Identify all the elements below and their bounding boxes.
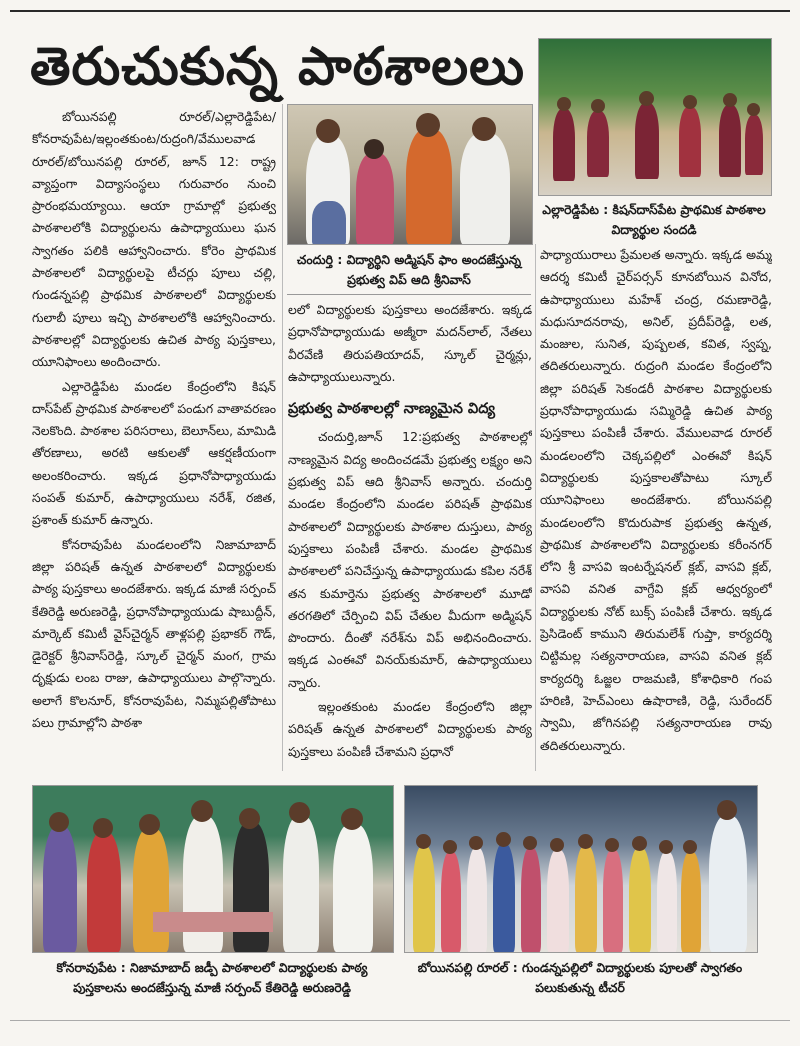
- column-divider: [282, 104, 283, 771]
- photo-admission-form-handover: [287, 104, 533, 245]
- article-paragraph: కోనరావుపేట మండలంలోని నిజామాబాద్ జిల్లా పరిషత్ ఉన్నత పాఠశాలలో విద్యార్థులకు పాఠ్య పుస్తకాలు అందజేశారు. ఇక్కడ మాజీ సర్పంచ్ కేతిరెడ్డి అరుణరెడ్డి, ప్రధానోపాధ్యాయుడు షాబుద్దీన్, మార్కెట్ కమిటీ వైస్‌చైర్మన్ తాళ్లపల్లి ప్రభాకర్ గౌడ్, డైరెక్టర్ శ్రీనివాస్‌రెడ్డి, స్కూల్ చైర్మన్ మంగ, గ్రామ దృక్షుడు లంబ రాజు, ఉపాధ్యాయులు పాల్గొన్నారు. అలాగే కొలనూర్, కోనరావుపేట, నిమ్మపల్లితోపాటు పలు గ్రామాల్లోని పాఠశా: [32, 536, 276, 731]
- article-paragraph: బోయినపల్లి రూరల్/ఎల్లారెడ్డిపేట/కోనరావుపేట/ఇల్లంతకుంట/రుద్రంగి/వేములవాడ రూరల్/బోయినపల్లి రూరల్, జూన్ 12: రాష్ట్ర వ్యాప్తంగా విద్యాసంస్థలు గురువారం నుంచి ప్రారంభమయ్యాయి. ఆయా గ్రామాల్లో ప్రభుత్వ పాఠశాలలోకి విద్యార్థులను ఉపాధ్యాయులు ఘన స్వాగతం పలికి ఆహ్వానించారు. కోరెం ప్రాథమిక పాఠశాలలో విద్యార్థులపై టీచర్లు పూలు చల్లి, గుండన్నపల్లి ప్రాథమిక పాఠశాలలో విద్యార్థులకు గులాబీ పూలు ఇచ్చి పాఠశాలలోకి ఆహ్వానించారు. పాఠశాలల్లో విద్యార్థులకు ఉచిత పాఠ్య పుస్తకాలు, యూనిఫాంలు అందించారు.: [32, 109, 276, 370]
- photo4-caption: బోయినపల్లి రూరల్ : గుండన్నపల్లిలో విద్యార్థులకు పూలతో స్వాగతం పలుకుతున్న టీచర్: [417, 960, 743, 995]
- article-paragraph: చందుర్తి,జూన్ 12:ప్రభుత్వ పాఠశాలల్లో నాణ్యమైన విద్య అందించడమే ప్రభుత్వ లక్ష్యం అని ప్రభుత్వ విప్ ఆది శ్రీనివాస్ అన్నారు. చందుర్తి మండల కేంద్రంలోని మండల పరిషత్ ప్రాథమిక పాఠశాలలో విద్యార్థులకు పాఠశాల దుస్తులు, పాఠ్య పుస్తకాలు పంపిణీ చేశారు. మండల ప్రాథమిక పాఠశాలలో పనిచేస్తున్న ఉపాధ్యాయుడు కపిల నరేశ్ తన కుమార్తెను ప్రభుత్వ పాఠశాలలో మూడో తరగతిలో చేర్పించి విప్ చేతుల మీదుగా అడ్మిషన్ పొందారు. దీంతో నరేశ్‌ను విప్ అభినందించారు. ఇక్కడ ఎంఈవో వినయ్‌కుమార్, ఉపాధ్యాయులు న్నారు.: [288, 429, 532, 690]
- article-column-1: [32, 106, 276, 771]
- article-column-2: [288, 299, 532, 771]
- photo-flower-welcome: [404, 785, 758, 953]
- bottom-rule: [10, 1020, 790, 1021]
- article-paragraph: ఇల్లంతకుంట మండల కేంద్రంలోని జిల్లా పరిషత్ ఉన్నత పాఠశాలలో విద్యార్థులకు పాఠ్య పుస్తకాలు పంపిణీ చేశామని ప్రధానో: [288, 699, 532, 759]
- photo-textbook-distribution: [32, 785, 394, 953]
- column-divider: [535, 244, 536, 771]
- photo3-caption: కోనరావుపేట : నిజామాబాద్ జడ్పీ పాఠశాలలో విద్యార్థులకు పాఠ్య పుస్తకాలను అందజేస్తున్న మాజీ సర్పంచ్ కేతిరెడ్డి అరుణరెడ్డి: [56, 960, 368, 995]
- article-paragraph: ఎల్లారెడ్డిపేట మండల కేంద్రంలోని కిషన్ దాస్‌పేట్ ప్రాథమిక పాఠశాలలో పండుగ వాతావరణం నెలకొంది. పాఠశాల పరిసరాలు, బెలూన్‌లు, మామిడి తోరణాలు, అరటి ఆకులతో ఆకర్షణీయంగా అలంకరించారు. ఇక్కడ ప్రధానోపాధ్యాయుడు సంపత్ కుమార్, ఉపాధ్యాయులు నరేశ్, రజిత, ప్రశాంత్ కుమార్ ఉన్నారు.: [32, 378, 276, 528]
- article-paragraph: పాధ్యాయురాలు ప్రేమలత అన్నారు. ఇక్కడ అమ్మ ఆదర్శ కమిటీ చైర్‌పర్సన్ కూనబోయిన వినోద, ఉపాధ్యాయులు మహేశ్ చంద్ర, రమణారెడ్డి, మధుసూదనరావు, అనిల్, ప్రదీప్‌రెడ్డి, లత, మంజుల, సునిత, పుష్పలత, కవిత, స్వప్న, తదితరులున్నారు. రుద్రంగి మండల కేంద్రంలోని జిల్లా పరిషత్ సెకండరీ పాఠశాల విద్యార్థులకు ప్రధానోపాధ్యాయుడు సమ్మిరెడ్డి ఉచిత పాఠ్య పుస్తకాలు పంపిణీ చేశారు. వేములవాడ రూరల్ మండలంలోని చెక్కపల్లిలో ఎంఈవో కిషన్ విద్యార్థులకు పుస్తకాలతోపాటు స్కూల్ యూనిఫాంలు అందజేశారు. బోయినపల్లి మండలంలోని కొదురుపాక ప్రభుత్వ ఉన్నత, ప్రాథమిక పాఠశాలలోని విద్యార్థులకు కరీంనగర్ లోని శ్రీ వాసవి ఇంటర్నేషనల్ క్లబ్, వాసవి క్లబ్, వాసవి వనిత వాగ్దేవి క్లబ్ ఆధ్వర్యంలో విద్యార్థులకు నోట్ బుక్స్ పంపిణీ చేశారు. ఇక్కడ ప్రెసిడెంట్ కాముని తిరుమలేశ్ గుప్తా, కార్యదర్శి చిట్టిమల్ల సత్యనారాయణ, వాసవి వనిత క్లబ్ కార్యదర్శి ఓజ్జల రాజమణి, కోశాధికారి గంప హరిణి, హెచ్‌ఎంలు ఉషారాణి, రెడ్డి, సురేందర్ స్వామి, జోగినపల్లి సత్యనారాయణ రావు తదితరులున్నారు.: [540, 247, 772, 753]
- article-paragraph: లలో విద్యార్థులకు పుస్తకాలు అందజేశారు. ఇక్కడ ప్రధానోపాధ్యాయుడు అజ్మీరా మదన్‌లాల్, నేతలు వీరవేణి తిరుపతియాదవ్, స్కూల్ చైర్మన్లు, ఉపాధ్యాయులున్నారు.: [288, 302, 532, 384]
- photo-school-children-celebration: [538, 38, 772, 196]
- photo2-caption: ఎల్లారెడ్డిపేట : కిషన్‌దాస్‌పేట ప్రాథమిక పాఠశాల విద్యార్థుల సందడి: [542, 202, 766, 237]
- article-subheading: ప్రభుత్వ పాఠశాలల్లో నాణ్యమైన విద్య: [288, 401, 496, 418]
- photo1-caption: చందుర్తి : విద్యార్థిని అడ్మిషన్ ఫాం అందజేస్తున్న ప్రభుత్వ విప్ ఆది శ్రీనివాస్: [287, 250, 531, 295]
- headline: తెరుచుకున్న పాఠశాలలు: [30, 37, 526, 97]
- article-column-3: [540, 244, 772, 771]
- top-rule: [10, 10, 790, 12]
